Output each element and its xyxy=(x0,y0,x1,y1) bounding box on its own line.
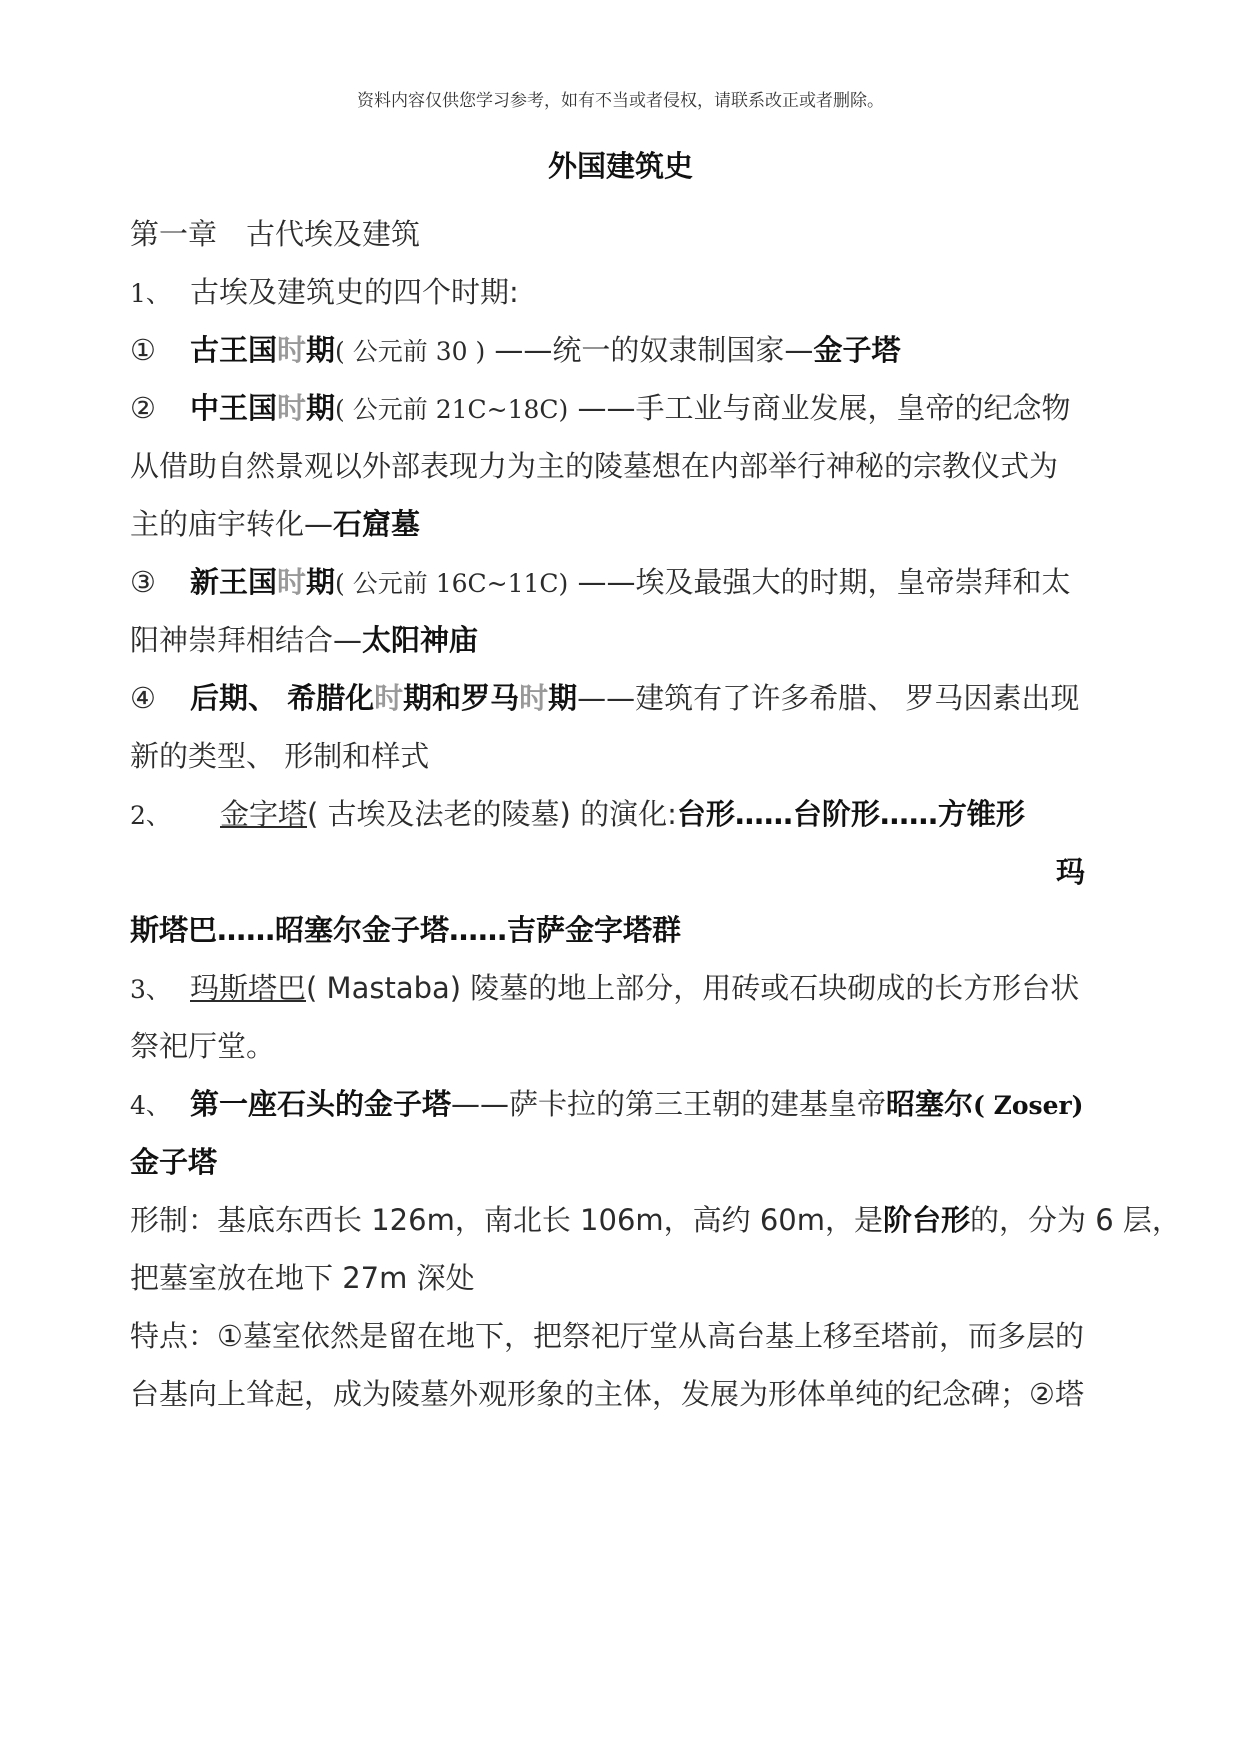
period-4 xyxy=(130,678,1130,718)
period-2 xyxy=(130,388,1130,430)
period-name-mid: 期和罗马 xyxy=(403,681,520,715)
period-name: 古王国 xyxy=(190,333,278,367)
period-desc: 阳神崇拜相结合— xyxy=(130,623,363,657)
period-char-qi: 期 xyxy=(306,391,336,425)
period-char-qi: 期 xyxy=(548,681,578,715)
item-text: ——萨卡拉的第三王朝的建基皇帝 xyxy=(451,1087,887,1121)
period-char-shi: 时 xyxy=(277,391,307,425)
period-result: 太阳神庙 xyxy=(362,623,479,657)
period-result: 金子塔 xyxy=(813,333,901,367)
form-text: 形制：基底东西长 126m，南北长 106m，高约 60m，是 xyxy=(130,1203,884,1237)
pharaoh-latin: ( Zoser) xyxy=(973,1091,1084,1120)
form-line xyxy=(130,1200,1181,1240)
period-date: ( 公元前 16C~11C) xyxy=(335,569,569,598)
period-name: 新王国 xyxy=(190,565,278,599)
pyramid-term: 金字塔 xyxy=(220,797,308,831)
item-text: 玛 xyxy=(1055,855,1085,889)
evolution-sequence: 台形……台阶形……方锥形 xyxy=(676,797,1025,831)
item-4 xyxy=(130,1084,1130,1126)
item-text: 古埃及建筑史的四个时期: xyxy=(190,275,519,309)
period-char-qi: 期 xyxy=(306,333,336,367)
first-stone-pyramid: 第一座石头的金子塔 xyxy=(190,1087,452,1121)
period-char-shi: 时 xyxy=(277,333,307,367)
pharaoh-name: 昭塞尔 xyxy=(886,1087,974,1121)
header-note: 资料内容仅供您学习参考，如有不当或者侵权，请联系改正或者删除。 xyxy=(357,91,884,111)
page-title: 外国建筑史 xyxy=(547,149,693,183)
period-marker: ② xyxy=(130,391,156,425)
period-date: ( 公元前 30 ) xyxy=(335,337,486,366)
period-char-qi: 期 xyxy=(306,565,336,599)
mastaba-term: 玛斯塔巴 xyxy=(190,971,307,1005)
period-marker: ④ xyxy=(130,681,156,715)
form-tail: 的，分为 6 层， xyxy=(970,1203,1181,1237)
period-char-shi: 时 xyxy=(374,681,404,715)
period-3 xyxy=(130,562,1130,604)
form-type: 阶台形 xyxy=(883,1203,971,1237)
period-char-shi-2: 时 xyxy=(519,681,549,715)
item-number: 3、 xyxy=(130,975,171,1004)
period-desc: ——手工业与商业发展，皇帝的纪念物 xyxy=(568,391,1071,425)
item-1 xyxy=(130,272,1130,314)
item-2 xyxy=(130,794,1130,836)
period-char-shi: 时 xyxy=(277,565,307,599)
feature-line-2: 台基向上耸起，成为陵墓外观形象的主体，发展为形体单纯的纪念碑；②塔 xyxy=(130,1377,1084,1411)
item-text: ( 古埃及法老的陵墓) 的演化: xyxy=(307,797,677,831)
period-3-line-2 xyxy=(130,620,1130,660)
period-2-line-3 xyxy=(130,504,1130,544)
period-marker: ① xyxy=(130,333,156,367)
item-2-line-2: 斯塔巴……昭塞尔金子塔……吉萨金字塔群 xyxy=(130,913,682,947)
period-2-line-2: 从借助自然景观以外部表现力为主的陵墓想在内部举行神秘的宗教仪式为 xyxy=(130,449,1059,483)
period-1 xyxy=(130,330,1130,372)
item-number: 2、 xyxy=(130,801,171,830)
period-result: 石窟墓 xyxy=(333,507,421,541)
item-4-line-2: 金子塔 xyxy=(130,1145,218,1179)
item-number: 4、 xyxy=(130,1091,171,1120)
item-number: 1、 xyxy=(130,279,171,308)
item-3 xyxy=(130,968,1130,1010)
period-marker: ③ xyxy=(130,565,156,599)
period-4-line-2: 新的类型、 形制和样式 xyxy=(130,739,430,773)
period-desc: ——建筑有了许多希腊、 罗马因素出现 xyxy=(577,681,1080,715)
period-desc: 主的庙宇转化— xyxy=(130,507,334,541)
item-text: ( Mastaba) 陵墓的地上部分，用砖或石块砌成的长方形台状 xyxy=(306,971,1080,1005)
period-desc: ——埃及最强大的时期，皇帝崇拜和太 xyxy=(568,565,1071,599)
period-desc: ——统一的奴隶制国家— xyxy=(485,333,814,367)
form-line-2: 把墓室放在地下 27m 深处 xyxy=(130,1261,475,1295)
chapter-heading: 第一章 古代埃及建筑 xyxy=(130,217,421,251)
item-3-line-2: 祭祀厅堂。 xyxy=(130,1029,276,1063)
period-date: ( 公元前 21C~18C) xyxy=(335,395,569,424)
feature-line-1: 特点：①墓室依然是留在地下，把祭祀厅堂从高台基上移至塔前，而多层的 xyxy=(130,1319,1084,1353)
period-name: 后期、 希腊化 xyxy=(190,681,375,715)
period-name: 中王国 xyxy=(190,391,278,425)
item-2-right-char xyxy=(130,852,1085,892)
